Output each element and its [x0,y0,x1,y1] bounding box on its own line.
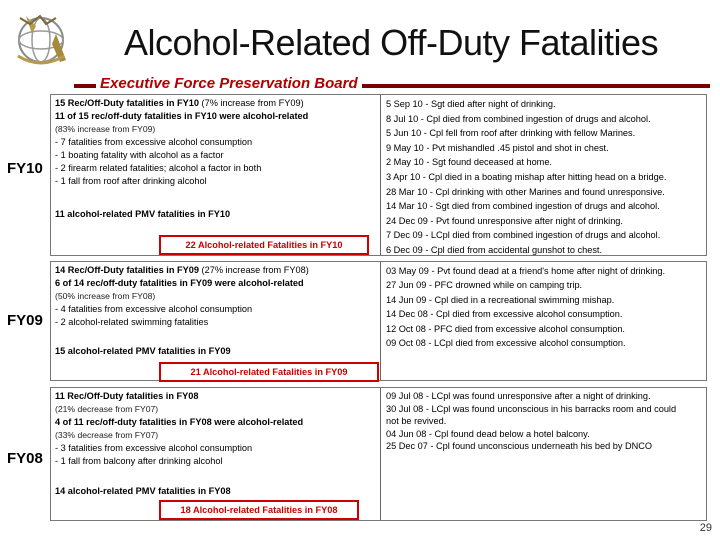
incident-item: 6 Dec 09 - Cpl died from accidental gunshot to chest. [386,244,603,255]
summary-line: 11 of 15 rec/off-duty fatalities in FY10 were alcohol-related [55,111,309,121]
incident-item: 14 Mar 10 - Sgt died from combined ingestion of drugs and alcohol. [386,201,660,212]
incident-item: 12 Oct 08 - PFC died from excessive alcohol consumption. [386,323,625,334]
incident-item: 30 Jul 08 - LCpl was found unconscious in his barracks room and could [386,403,677,414]
fy08-summary [55,390,373,468]
incident-item: 2 May 10 - Sgt found deceased at home. [386,157,552,168]
summary-line: - 1 boating fatality with alcohol as a factor [55,150,224,160]
incident-item: 3 Apr 10 - Cpl died in a boating mishap after hitting head on a bridge. [386,171,667,182]
fy09-label: FY09 [7,312,43,329]
summary-line: - 7 fatalities from excessive alcohol consumption [55,137,253,147]
slide-title: Alcohol-Related Off-Duty Fatalities [124,22,659,63]
fy10-pmv: 11 alcohol-related PMV fatalities in FY10 [55,209,231,219]
fy10-summary [55,97,373,188]
summary-line: (21% decrease from FY07) [55,404,159,414]
fy09-incident-list [386,264,704,350]
summary-line: - 1 fall from roof after drinking alcohol [55,176,207,186]
fy09-panel [50,261,707,381]
summary-line: - 2 firearm related fatalities; alcohol a factor in both [55,163,262,173]
summary-line: 4 of 11 rec/off-duty fatalities in FY08 were alcohol-related [55,417,304,427]
incident-item: 14 Dec 08 - Cpl died from excessive alcohol consumption. [386,309,623,320]
incident-item: 9 May 10 - Pvt mishandled .45 pistol and shot in chest. [386,142,609,153]
incident-item: 7 Dec 09 - LCpl died from combined ingestion of drugs and alcohol. [386,230,661,241]
incident-item: 09 Oct 08 - LCpl died from excessive alcohol consumption. [386,338,626,349]
incident-item: 04 Jun 08 - Cpl found dead below a hotel balcony. [386,428,590,439]
fy09-total-box: 21 Alcohol-related Fatalities in FY09 [159,362,379,382]
incident-item: 24 Dec 09 - Pvt found unresponsive after night of drinking. [386,215,623,226]
summary-line: 11 Rec/Off-Duty fatalities in FY08 [55,391,199,401]
incident-item: 25 Dec 07 - Cpl found unconscious underneath his bed by DNCO [386,441,653,452]
summary-line: - 1 fall from balcony after drinking alcohol [55,456,223,466]
incident-item: 09 Jul 08 - LCpl was found unresponsive after a night of drinking. [386,391,651,401]
incident-item: 14 Jun 09 - Cpl died in a recreational swimming mishap. [386,294,615,305]
summary-line: (50% increase from FY08) [55,291,156,301]
fy08-incident-list [386,390,704,453]
incident-item: 03 May 09 - Pvt found dead at a friend's home after night of drinking. [386,266,666,276]
summary-line: - 4 fatalities from excessive alcohol consumption [55,304,253,314]
fy09-summary [55,264,373,329]
incident-item: not be revived. [386,416,447,427]
column-divider [380,262,381,380]
slide-subtitle: Executive Force Preservation Board [96,75,362,92]
column-divider [380,388,381,520]
fy10-incident-list [386,97,704,258]
summary-line: (33% decrease from FY07) [55,430,159,440]
usmc-emblem-icon [6,4,76,74]
fy08-total-box: 18 Alcohol-related Fatalities in FY08 [159,500,359,520]
fy08-pmv: 14 alcohol-related PMV fatalities in FY08 [55,486,231,496]
incident-item: 28 Mar 10 - Cpl drinking with other Marines and found unresponsive. [386,186,665,197]
incident-item: 5 Sep 10 - Sgt died after night of drinking. [386,99,556,109]
summary-line: 15 Rec/Off-Duty fatalities in FY10 (7% increase from FY09) [55,98,304,108]
fy09-pmv: 15 alcohol-related PMV fatalities in FY09 [55,346,231,356]
fy10-total-box: 22 Alcohol-related Fatalities in FY10 [159,235,369,255]
fy10-label: FY10 [7,160,43,177]
page-number: 29 [699,522,712,534]
column-divider [380,95,381,255]
incident-item: 27 Jun 09 - PFC drowned while on camping trip. [386,280,583,291]
incident-item: 5 Jun 10 - Cpl fell from roof after drinking with fellow Marines. [386,128,636,139]
summary-line: 6 of 14 rec/off-duty fatalities in FY09 were alcohol-related [55,278,304,288]
incident-item: 8 Jul 10 - Cpl died from combined ingestion of drugs and alcohol. [386,113,651,124]
summary-line: (83% increase from FY09) [55,124,156,134]
summary-line: - 2 alcohol-related swimming fatalities [55,317,209,327]
summary-line: 14 Rec/Off-Duty fatalities in FY09 (27% increase from FY08) [55,265,309,275]
summary-line: - 3 fatalities from excessive alcohol consumption [55,443,253,453]
fy08-panel [50,387,707,521]
fy10-panel [50,94,707,256]
fy08-label: FY08 [7,450,43,467]
